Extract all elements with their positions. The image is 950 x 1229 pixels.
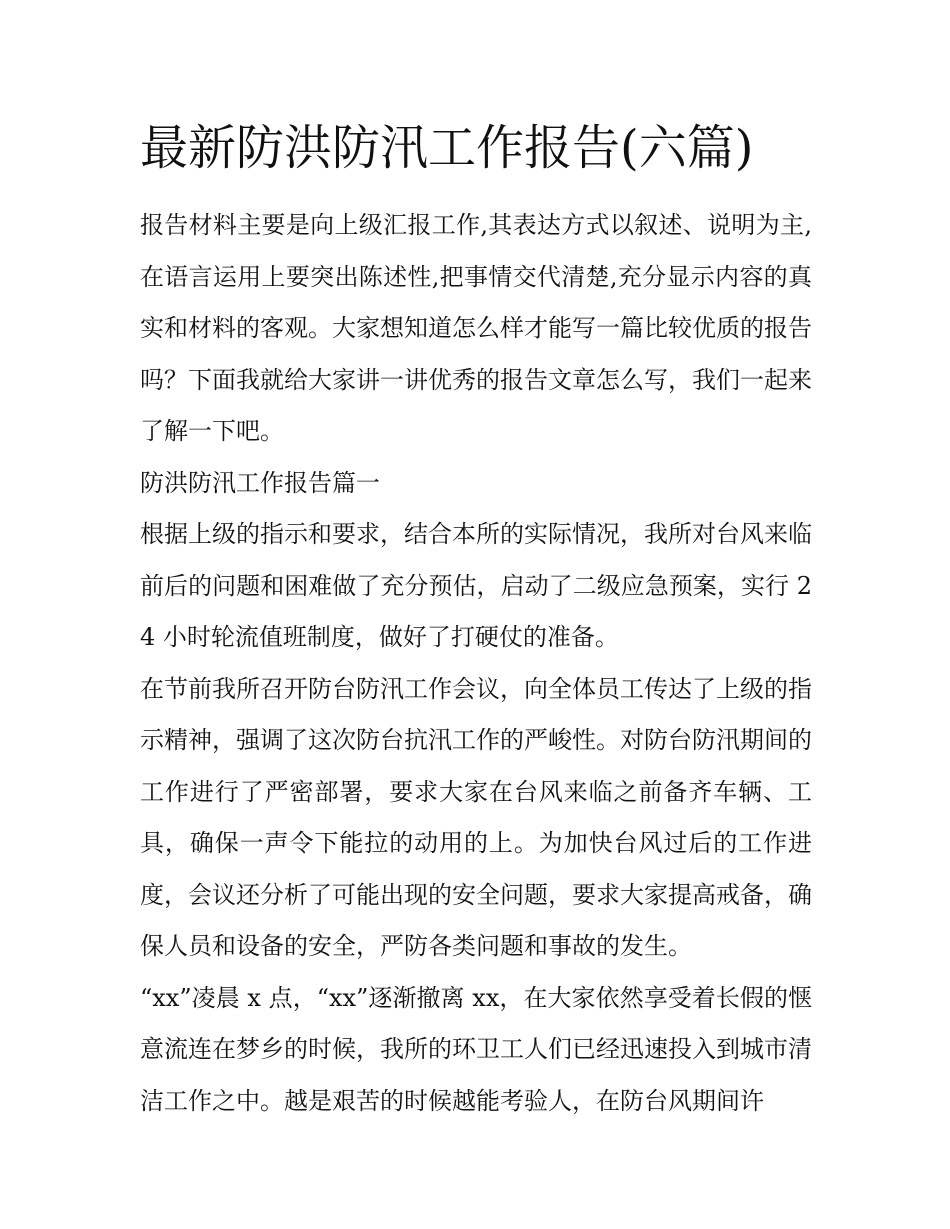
body-paragraph: “xx”凌晨 x 点，“xx”逐渐撤离 xx，在大家依然享受着长假的惬意流连在梦乡的时候，我所的环卫工人们已经迅速投入到城市清洁工作之中。越是艰苦的时候越能考验人，在防台风期间许 bbox=[140, 983, 812, 1115]
body-paragraph: 根据上级的指示和要求，结合本所的实际情况，我所对台风来临前后的问题和困难做了充分预估，启动了二级应急预案，实行 24 小时轮流值班制度，做好了打硬仗的准备。 bbox=[140, 520, 812, 651]
body-paragraph: 在节前我所召开防台防汛工作会议，向全体员工传达了上级的指示精神，强调了这次防台抗汛工作的严峻性。对防台防汛期间的工作进行了严密部署，要求大家在台风来临之前备齐车辆、工具，确保一声令下能拉的动用的上。为加快台风过后的工作进度，会议还分析了可能出现的安全问题，要求大家提高戒备，确保人员和设备的安全，严防各类问题和事故的发生。 bbox=[140, 674, 812, 960]
document-title: 最新防洪防汛工作报告(六篇) bbox=[140, 120, 754, 176]
intro-paragraph: 报告材料主要是向上级汇报工作,其表达方式以叙述、说明为主,在语言运用上要突出陈述性,把事情交代清楚,充分显示内容的真实和材料的客观。大家想知道怎么样才能写一篇比较优质的报告吗？下面我就给大家讲一讲优秀的报告文章怎么写，我们一起来了解一下吧。 bbox=[140, 211, 812, 445]
document-body bbox=[140, 200, 812, 1127]
section-heading: 防洪防汛工作报告篇一 bbox=[140, 468, 380, 497]
